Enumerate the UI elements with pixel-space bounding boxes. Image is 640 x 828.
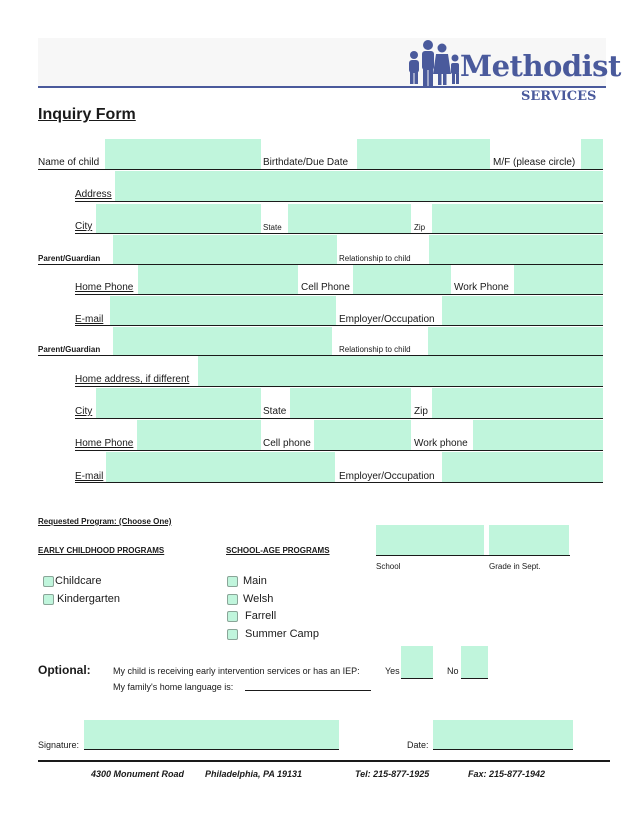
summer-camp-label: Summer Camp [245, 628, 319, 640]
guardian1-work-phone-label: Work Phone [454, 282, 509, 293]
logo-tagline: SERVICES [521, 89, 597, 104]
child-address-label: Address [75, 189, 112, 200]
school-age-heading: SCHOOL-AGE PROGRAMS [226, 546, 330, 555]
guardian1-employer-label: Employer/Occupation [339, 314, 435, 325]
guardian1-home-phone-field[interactable] [138, 265, 298, 294]
guardian2-name-field[interactable] [113, 327, 332, 355]
guardian2-relationship-label: Relationship to child [339, 345, 411, 354]
footer-tel: Tel: 215-877-1925 [355, 769, 430, 779]
guardian2-zip-field[interactable] [432, 388, 603, 418]
form-title: Inquiry Form [38, 106, 136, 123]
kindergarten-checkbox[interactable] [43, 594, 54, 605]
guardian2-work-phone-label: Work phone [414, 438, 468, 449]
home-language-text: My family's home language is: [113, 682, 234, 692]
guardian2-home-phone-label: Home Phone [75, 438, 134, 449]
guardian1-cell-phone-field[interactable] [353, 265, 451, 294]
optional-label: Optional: [38, 663, 91, 677]
signature-label: Signature: [38, 740, 80, 750]
guardian2-work-phone-field[interactable] [473, 420, 603, 450]
childcare-checkbox[interactable] [43, 576, 54, 587]
summer-camp-checkbox[interactable] [227, 629, 238, 640]
kindergarten-label: Kindergarten [57, 593, 120, 605]
child-city-field[interactable] [96, 204, 261, 233]
guardian2-cell-phone-label: Cell phone [263, 438, 311, 449]
child-name-line [38, 169, 603, 170]
footer-rule [38, 760, 610, 762]
child-address-field[interactable] [115, 171, 603, 201]
welsh-label: Welsh [243, 593, 274, 605]
school-field[interactable] [376, 525, 484, 555]
footer-fax: Fax: 215-877-1942 [468, 769, 546, 779]
guardian2-zip-label: Zip [414, 406, 428, 417]
guardian2-state-label: State [263, 406, 287, 417]
guardian2-label: Parent/Guardian [38, 345, 101, 354]
guardian1-phone-line [75, 294, 603, 295]
program-heading: Requested Program: (Choose One) [38, 517, 172, 526]
guardian2-phone-line [75, 450, 603, 451]
child-name-field[interactable] [105, 139, 261, 170]
guardian1-email-label: E-mail [75, 314, 104, 325]
main-checkbox[interactable] [227, 576, 238, 587]
childcare-label: Childcare [55, 575, 102, 587]
guardian2-cell-phone-field[interactable] [314, 420, 411, 450]
iep-no-field[interactable] [461, 646, 488, 678]
child-state-label: State [263, 223, 282, 232]
child-zip-field[interactable] [432, 204, 603, 233]
guardian1-home-phone-label: Home Phone [75, 282, 134, 293]
home-language-field[interactable] [245, 690, 371, 691]
child-name-label: Name of child [38, 157, 100, 168]
iep-yes-label: Yes [385, 666, 400, 676]
iep-yes-line [401, 678, 433, 679]
birthdate-field[interactable] [357, 139, 490, 170]
iep-no-line [461, 678, 488, 679]
guardian2-state-field[interactable] [290, 388, 411, 418]
date-label: Date: [407, 740, 429, 750]
guardian2-city-field[interactable] [96, 388, 261, 418]
guardian2-address-line [75, 386, 603, 387]
gender-label: M/F (please circle) [493, 157, 576, 168]
guardian2-email-label: E-mail [75, 471, 104, 482]
guardian2-home-address-label: Home address, if different [75, 374, 190, 385]
guardian1-name-field[interactable] [113, 235, 337, 264]
guardian2-email-field[interactable] [106, 452, 335, 482]
guardian1-label: Parent/Guardian [38, 254, 101, 263]
logo [404, 38, 621, 104]
farrell-checkbox[interactable] [227, 611, 238, 622]
family-figures-icon [404, 38, 464, 88]
grade-label: Grade in Sept. [489, 562, 541, 571]
guardian2-employer-label: Employer/Occupation [339, 471, 435, 482]
iep-text: My child is receiving early intervention services or has an IEP: [113, 666, 360, 676]
date-line [433, 749, 573, 750]
guardian1-cell-phone-label: Cell Phone [301, 282, 350, 293]
child-city-line [75, 233, 603, 234]
school-line [376, 555, 570, 556]
child-address-line [75, 201, 603, 202]
guardian1-employer-field[interactable] [442, 296, 603, 325]
school-label: School [376, 562, 401, 571]
guardian2-employer-field[interactable] [442, 452, 603, 482]
guardian1-relationship-field[interactable] [429, 235, 603, 264]
gender-field[interactable] [581, 139, 603, 170]
child-state-field[interactable] [288, 204, 411, 233]
footer-address: 4300 Monument Road [91, 769, 185, 779]
guardian2-relationship-field[interactable] [428, 327, 603, 355]
signature-line [84, 749, 339, 750]
guardian2-home-phone-field[interactable] [137, 420, 261, 450]
guardian1-work-phone-field[interactable] [514, 265, 603, 294]
welsh-checkbox[interactable] [227, 594, 238, 605]
farrell-label: Farrell [245, 610, 277, 622]
signature-field[interactable] [84, 720, 339, 749]
guardian2-city-line [75, 418, 603, 419]
early-childhood-heading: EARLY CHILDHOOD PROGRAMS [38, 546, 165, 555]
birthdate-label: Birthdate/Due Date [263, 157, 349, 168]
grade-field[interactable] [489, 525, 569, 555]
guardian1-relationship-label: Relationship to child [339, 254, 411, 263]
logo-name: Methodist [460, 49, 621, 83]
date-field[interactable] [433, 720, 573, 749]
iep-no-label: No [447, 666, 459, 676]
main-label: Main [243, 575, 267, 587]
guardian1-email-field[interactable] [110, 296, 336, 325]
child-zip-label: Zip [414, 223, 426, 232]
footer-city: Philadelphia, PA 19131 [205, 769, 303, 779]
guardian2-home-address-field[interactable] [198, 356, 603, 386]
child-city-label: City [75, 221, 93, 232]
guardian2-city-label: City [75, 406, 93, 417]
iep-yes-field[interactable] [401, 646, 433, 678]
